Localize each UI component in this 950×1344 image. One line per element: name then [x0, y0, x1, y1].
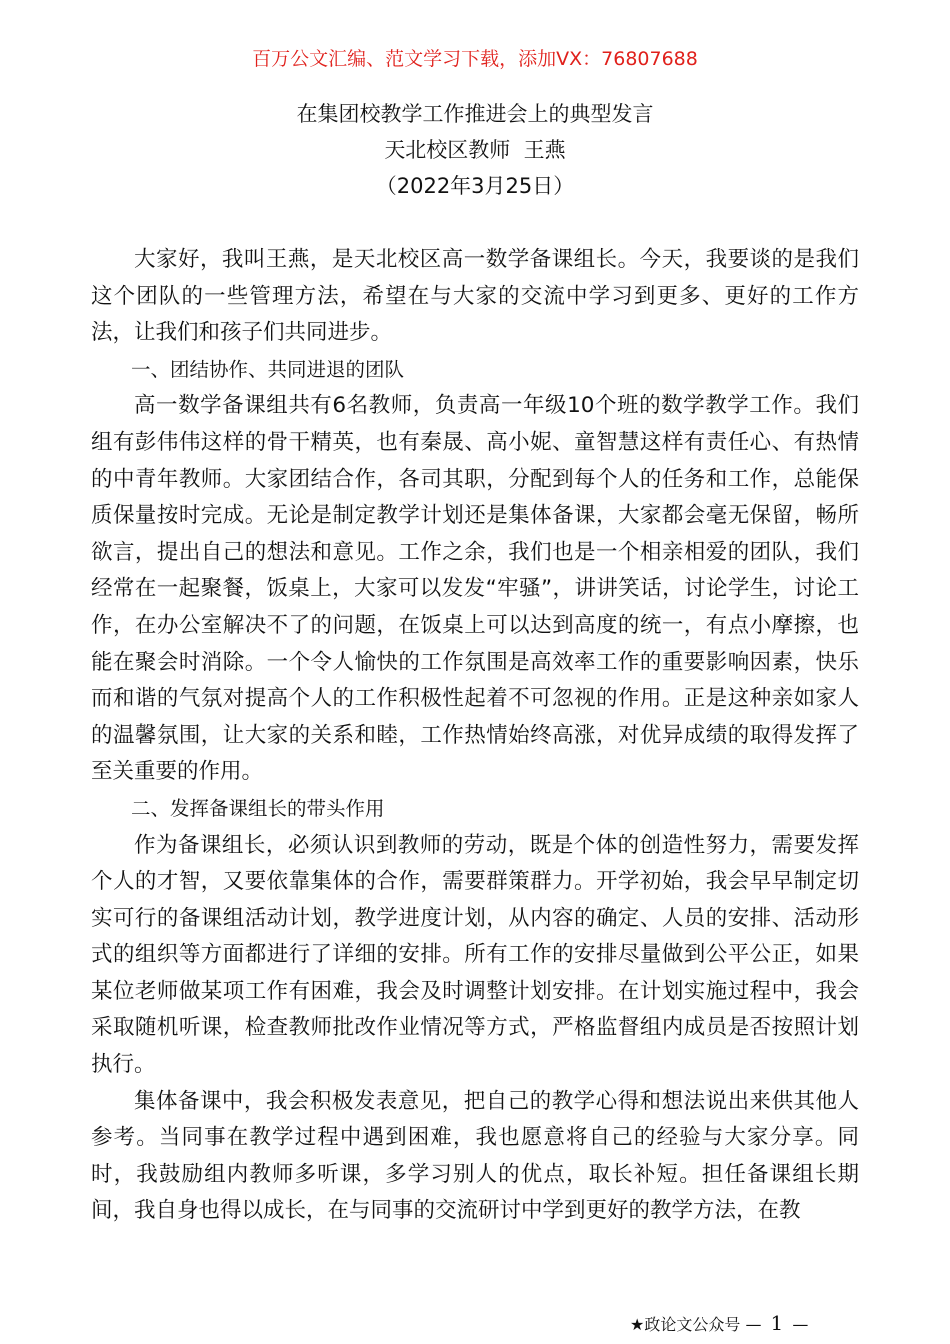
page-footer: [630, 1312, 808, 1336]
speech-date: （2022年3月25日）: [375, 174, 575, 198]
section-heading-2: 二、发挥备课组长的带头作用: [130, 796, 385, 820]
title-block: [0, 96, 950, 204]
download-banner: 百万公文汇编、范文学习下载，添加VX：76807688: [252, 48, 698, 70]
footer-source: ★政论文公众号: [630, 1315, 741, 1334]
page-number: 1: [770, 1311, 784, 1335]
paragraph-leader-role: 作为备课组长，必须认识到教师的劳动，既是个体的创造性努力，需要发挥个人的才智，又要依靠集体的合作，需要群策群力。开学初始，我会早早制定切实可行的备课组活动计划，教学进度计划，从内容的确定、人员的安排、活动形式的组织等方面都进行了详细的安排。所有工作的安排尽量做到公平公正，如果某位老师做某项工作有困难，我会及时调整计划安排。在计划实施过程中，我会采取随机听课，检查教师批改作业情况等方式，严格监督组内成员是否按照计划执行。: [91, 832, 859, 1078]
paragraph-team: 高一数学备课组共有6名教师，负责高一年级10个班的数学教学工作。我们组有彭伟伟这样的骨干精英，也有秦晟、高小妮、童智慧这样有责任心、有热情的中青年教师。大家团结合作，各司其职，分配到每个人的任务和工作，总能保质保量按时完成。无论是制定教学计划还是集体备课，大家都会毫无保留，畅所欲言，提出自己的想法和意见。工作之余，我们也是一个相亲相爱的团队，我们经常在一起聚餐，饭桌上，大家可以发发“牢骚”，讲讲笑话，讨论学生，讨论工作，在办公室解决不了的问题，在饭桌上可以达到高度的统一，有点小摩擦，也能在聚会时消除。一个令人愉快的工作氛围是高效率工作的重要影响因素，快乐而和谐的气氛对提高个人的工作积极性起着不可忽视的作用。正是这种亲如家人的温馨氛围，让大家的关系和睦，工作热情始终高涨，对优异成绩的取得发挥了至关重要的作用。: [91, 393, 859, 785]
paragraph-intro: 大家好，我叫王燕，是天北校区高一数学备课组长。今天，我要谈的是我们这个团队的一些管理方法，希望在与大家的交流中学习到更多、更好的工作方法，让我们和孩子们共同进步。: [91, 247, 859, 346]
speaker-line: 天北校区教师 王燕: [384, 138, 566, 162]
paragraph-collective-prep: 集体备课中，我会积极发表意见，把自己的教学心得和想法说出来供其他人参考。当同事在教学过程中遇到困难，我也愿意将自己的经验与大家分享。同时，我鼓励组内教师多听课，多学习别人的优点，取长补短。担任备课组长期间，我自身也得以成长，在与同事的交流研讨中学到更好的教学方法，在教: [91, 1088, 859, 1224]
document-title: 在集团校教学工作推进会上的典型发言: [296, 102, 654, 126]
document-body: [91, 242, 859, 1230]
section-heading-1: 一、团结协作、共同进退的团队: [130, 357, 404, 381]
footer-dash-right: —: [792, 1315, 809, 1334]
footer-dash-left: —: [745, 1315, 762, 1334]
